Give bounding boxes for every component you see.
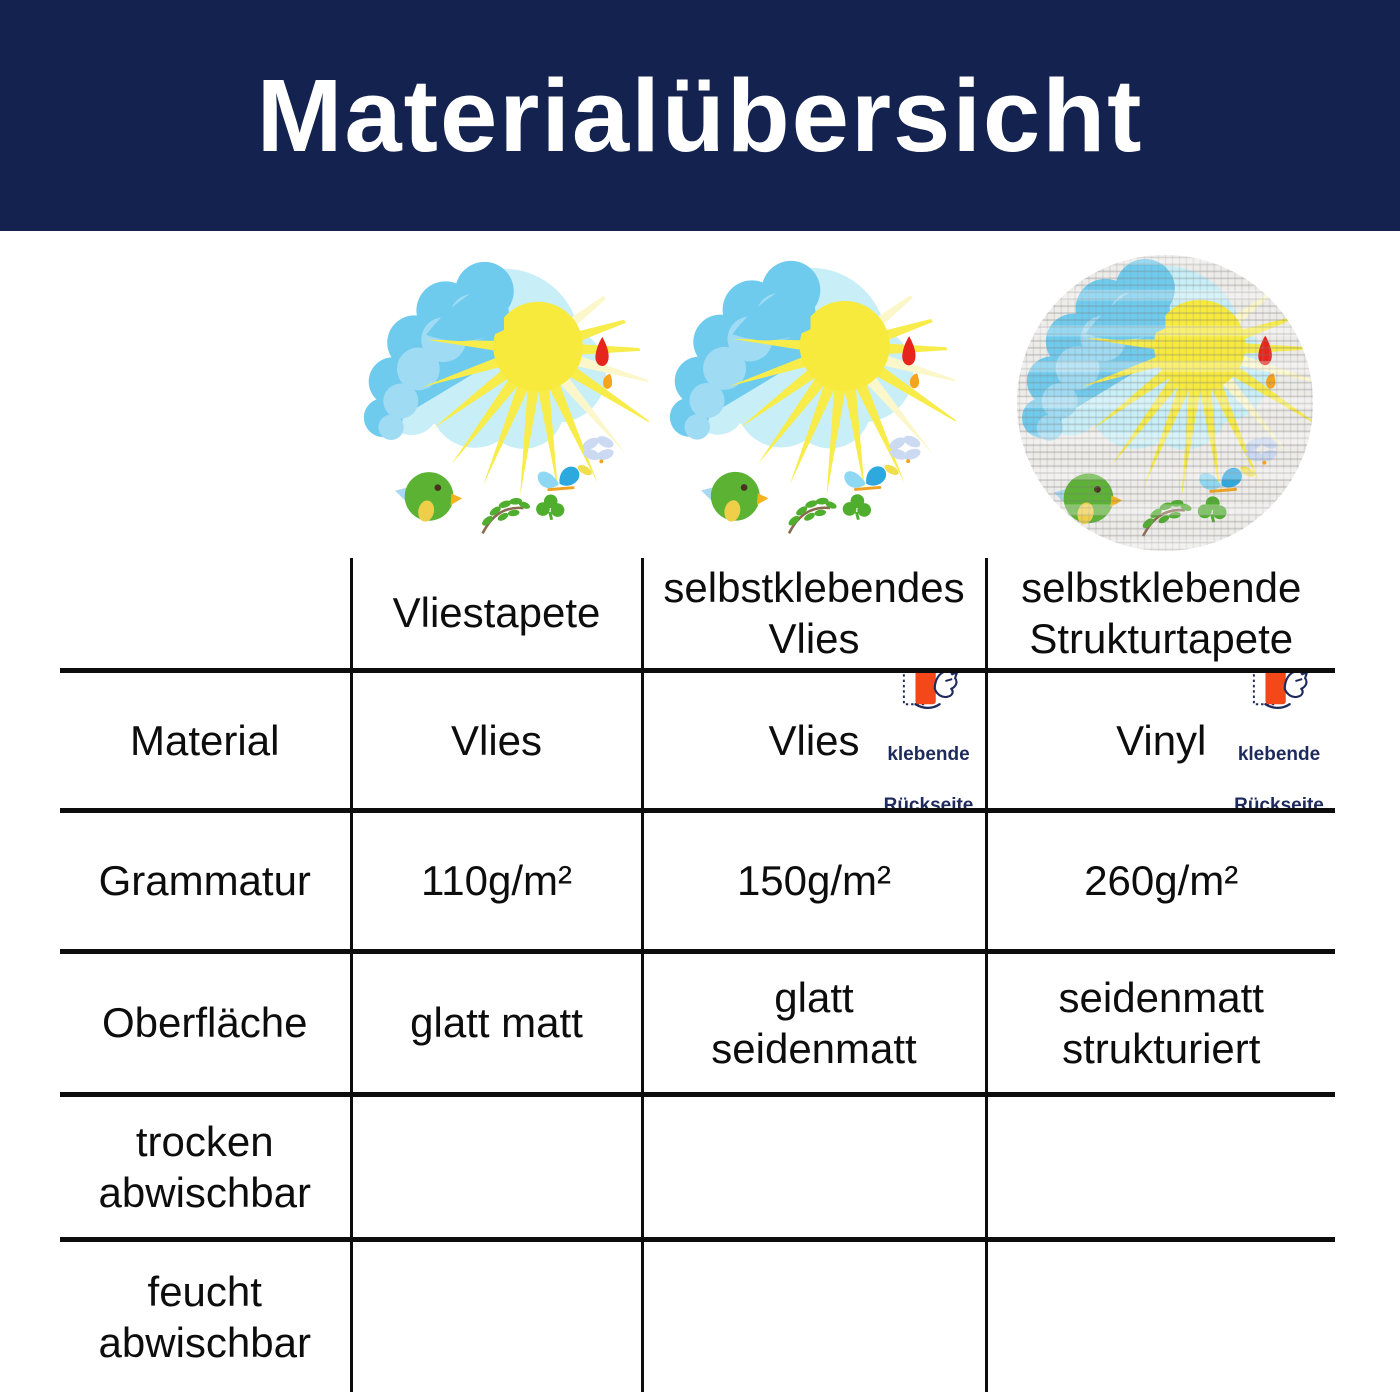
column-header-strukturtapete: selbstklebende Strukturtapete	[986, 558, 1335, 671]
surface-row	[60, 952, 1335, 1095]
wallpaper-sample-vliestapete-image	[358, 257, 650, 549]
column-header-vliestapete: Vliestapete	[351, 558, 642, 671]
check-icon	[1122, 1128, 1200, 1206]
column-header-row	[60, 558, 1335, 671]
sticky-back-label: klebende Rückseite	[883, 743, 974, 811]
check-icon	[458, 1128, 536, 1206]
grammatur-value-1: 110g/m²	[351, 811, 642, 952]
material-value-2-cell	[642, 671, 986, 811]
column-header-selbstklebendes-vlies: selbstklebendes Vlies	[642, 558, 986, 671]
material-comparison-table	[60, 558, 1335, 1392]
feucht-check-1-cell	[351, 1240, 642, 1393]
check-icon	[775, 1128, 853, 1206]
title-banner	[0, 0, 1400, 231]
trocken-check-3-cell	[986, 1095, 1335, 1240]
trocken-check-2-cell	[642, 1095, 986, 1240]
check-icon	[1122, 1278, 1200, 1356]
wallpaper-sample-strukturtapete-image	[1016, 254, 1314, 552]
grammatur-value-3: 260g/m²	[986, 811, 1335, 952]
page-title: Materialübersicht	[256, 57, 1144, 173]
trocken-check-1-cell	[351, 1095, 642, 1240]
row-label-material: Material	[60, 671, 351, 811]
row-label-oberflaeche: Oberfläche	[60, 952, 351, 1095]
peel-sticker-icon	[1250, 671, 1308, 718]
row-label-feucht: feucht abwischbar	[60, 1240, 351, 1393]
material-value-3-cell	[986, 671, 1335, 811]
row-label-trocken: trocken abwischbar	[60, 1095, 351, 1240]
grammage-row	[60, 811, 1335, 952]
peel-sticker-icon	[900, 671, 958, 718]
row-label-grammatur: Grammatur	[60, 811, 351, 952]
feucht-check-2-cell	[642, 1240, 986, 1393]
dry-wipeable-row	[60, 1095, 1335, 1240]
corner-cell	[60, 558, 351, 671]
oberflaeche-value-2: glatt seidenmatt	[642, 952, 986, 1095]
feucht-check-3-cell	[986, 1240, 1335, 1393]
check-icon	[775, 1278, 853, 1356]
wallpaper-sample-selbstklebendes-vlies-image	[664, 256, 957, 549]
oberflaeche-value-1: glatt matt	[351, 952, 642, 1095]
material-value-1: Vlies	[351, 671, 642, 811]
sticky-back-label: klebende Rückseite	[1234, 743, 1324, 811]
sticky-back-badge	[876, 671, 982, 811]
sticky-back-badge	[1226, 671, 1332, 811]
material-value-2: Vlies	[768, 716, 860, 764]
material-value-3: Vinyl	[1116, 716, 1207, 764]
wet-wipeable-row	[60, 1240, 1335, 1393]
oberflaeche-value-3: seidenmatt strukturiert	[986, 952, 1335, 1095]
material-row	[60, 671, 1335, 811]
grammatur-value-2: 150g/m²	[642, 811, 986, 952]
